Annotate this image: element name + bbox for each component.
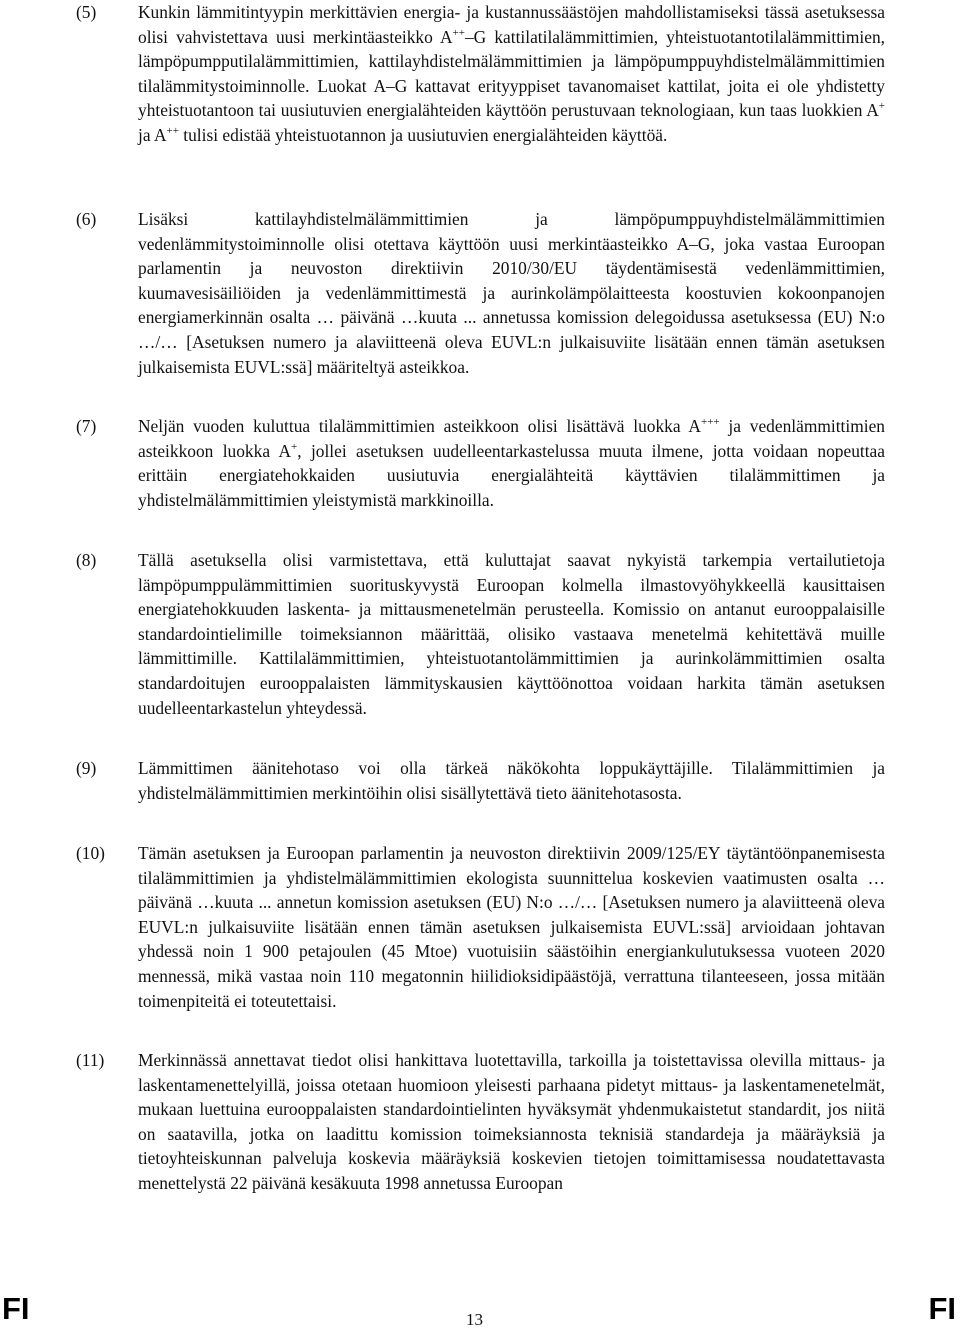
recital-text: Tämän asetuksen ja Euroopan parlamentin ja neuvoston direktiivin 2009/125/EY täytäntöönpanemisesta tilalämmittimien ja yhdistelmälämmittimien ekologista suunnittelua koskevien vaatimusten osalta … päivänä …kuuta ... annetun komission asetuksen (EU) N:o …/… [Asetuksen numero ja alaviitteenä oleva EUVL:n julkaisuviite lisätään ennen tämän asetuksen julkaisemista EUVL:ssä] arvioidaan johtavan yhdessä noin 1 900 petajoulen (45 Mtoe) vuotuisiin säästöihin energiankulutuksessa vuoteen 2020 mennessä, mikä vastaa noin 110 megatonnin hiilidioksidipäästöjä, verrattuna tilanteeseen, jossa mitään toimenpiteitä ei toteutettaisi. (138, 843, 885, 1011)
recital-number: (7) (76, 416, 97, 436)
recital-text: Lisäksi kattilayhdistelmälämmittimien ja lämpöpumppuyhdistelmälämmittimien vedenlämmitystoiminnolle olisi otettava käyttöön uusi merkintäasteikko A–G, joka vastaa Euroopan parlamentin ja neuvoston direktiivin 2010/30/EU täydentämisestä vedenlämmittimien, kuumavesisäiliöiden ja vedenlämmittimestä ja aurinkolämpölaitteesta koostuvien kokoonpanojen energiamerkinnän osalta … päivänä …kuuta ... annetussa komission delegoidussa asetuksessa (EU) N:o …/… [Asetuksen numero ja alaviitteenä oleva EUVL:n julkaisuviite lisätään ennen tämän asetuksen julkaisemista EUVL:ssä] määriteltyä asteikkoa. (138, 209, 885, 377)
recital-text: Merkinnässä annettavat tiedot olisi hankittava luotettavilla, tarkoilla ja toistettavissa olevilla mittaus- ja laskentamenettelyillä, joissa otetaan huomioon yleisesti parhaana pidetyt mittaus- ja laskentamenetelmät, mukaan luettuina eurooppalaisten standardointielinten hyväksymät yhdenmukaistetut standardit, jos niitä on saatavilla, jotka on laadittu komission toimeksiannosta teknisiä standardeja ja määräyksiä ja tietoyhteiskunnan palveluja koskevia määräyksiä koskevien tietojen toimittamisessa noudatettavasta menettelystä 22 päivänä kesäkuuta 1998 annetussa Euroopan (138, 1050, 885, 1193)
recital-text: Tällä asetuksella olisi varmistettava, että kuluttajat saavat nykyistä tarkempia vertailutietoja lämpöpumppulämmittimien suorituskyvystä Euroopan kolmella ilmastovyöhykkeellä kausittaisen energiatehokkuuden laskenta- ja mittausmenetelmän perusteella. Komissio on antanut eurooppalaisille standardointielimille toimeksiannon määrittää, olisiko vastaava menetelmä kehitettävä muille lämmittimille. Kattilalämmittimien, yhteistuotantolämmittimien ja aurinkolämmittimien osalta standardoitujen eurooppalaisten lämmityskausien käyttöönottoa voidaan harkita tämän asetuksen uudelleentarkastelun yhteydessä. (138, 550, 885, 718)
recital-number: (6) (76, 209, 97, 229)
footer-language-right: FI (928, 1291, 956, 1326)
recital-number: (11) (76, 1050, 105, 1070)
footer-language-left: FI (2, 1291, 30, 1326)
recital-text: Kunkin lämmitintyypin merkittävien energia- ja kustannussäästöjen mahdollistamiseksi tässä asetuksessa olisi vahvistettava uusi merkintäasteikko A++–G kattilatilalämmittimien, yhteistuotantotilalämmittimien, lämpöpumpputilalämmittimien, kattilayhdistelmälämmittimien ja lämpöpumppuyhdistelmälämmittimien tilalämmitystoiminnolle. Luokat A–G kattavat erityyppiset tavanomaiset kattilat, joita ei ole yhdistetty yhteistuotantoon tai uusiutuvien energialähteiden käyttöön perustuvaan teknologiaan, kun taas luokkien A+ ja A++ tulisi edistää yhteistuotannon ja uusiutuvien energialähteiden käyttöä. (138, 2, 885, 145)
recital-number: (9) (76, 758, 97, 778)
page-number: 13 (466, 1310, 483, 1329)
recital-text: Lämmittimen äänitehotaso voi olla tärkeä näkökohta loppukäyttäjille. Tilalämmittimien ja yhdistelmälämmittimien merkintöihin olisi sisällytettävä tieto äänitehotasosta. (138, 758, 885, 803)
recital-number: (8) (76, 550, 97, 570)
recital-text: Neljän vuoden kuluttua tilalämmittimien asteikkoon olisi lisättävä luokka A+++ ja vedenlämmittimien asteikkoon luokka A+, jollei asetuksen uudelleentarkastelussa muuta ilmene, jotta voidaan nopeuttaa erittäin energiatehokkaiden uusiutuvia energialähteitä käyttävien tilalämmittimen ja yhdistelmälämmittimien yleistymistä markkinoilla. (138, 416, 885, 510)
recital-number: (10) (76, 843, 105, 863)
recital-number: (5) (76, 2, 97, 22)
